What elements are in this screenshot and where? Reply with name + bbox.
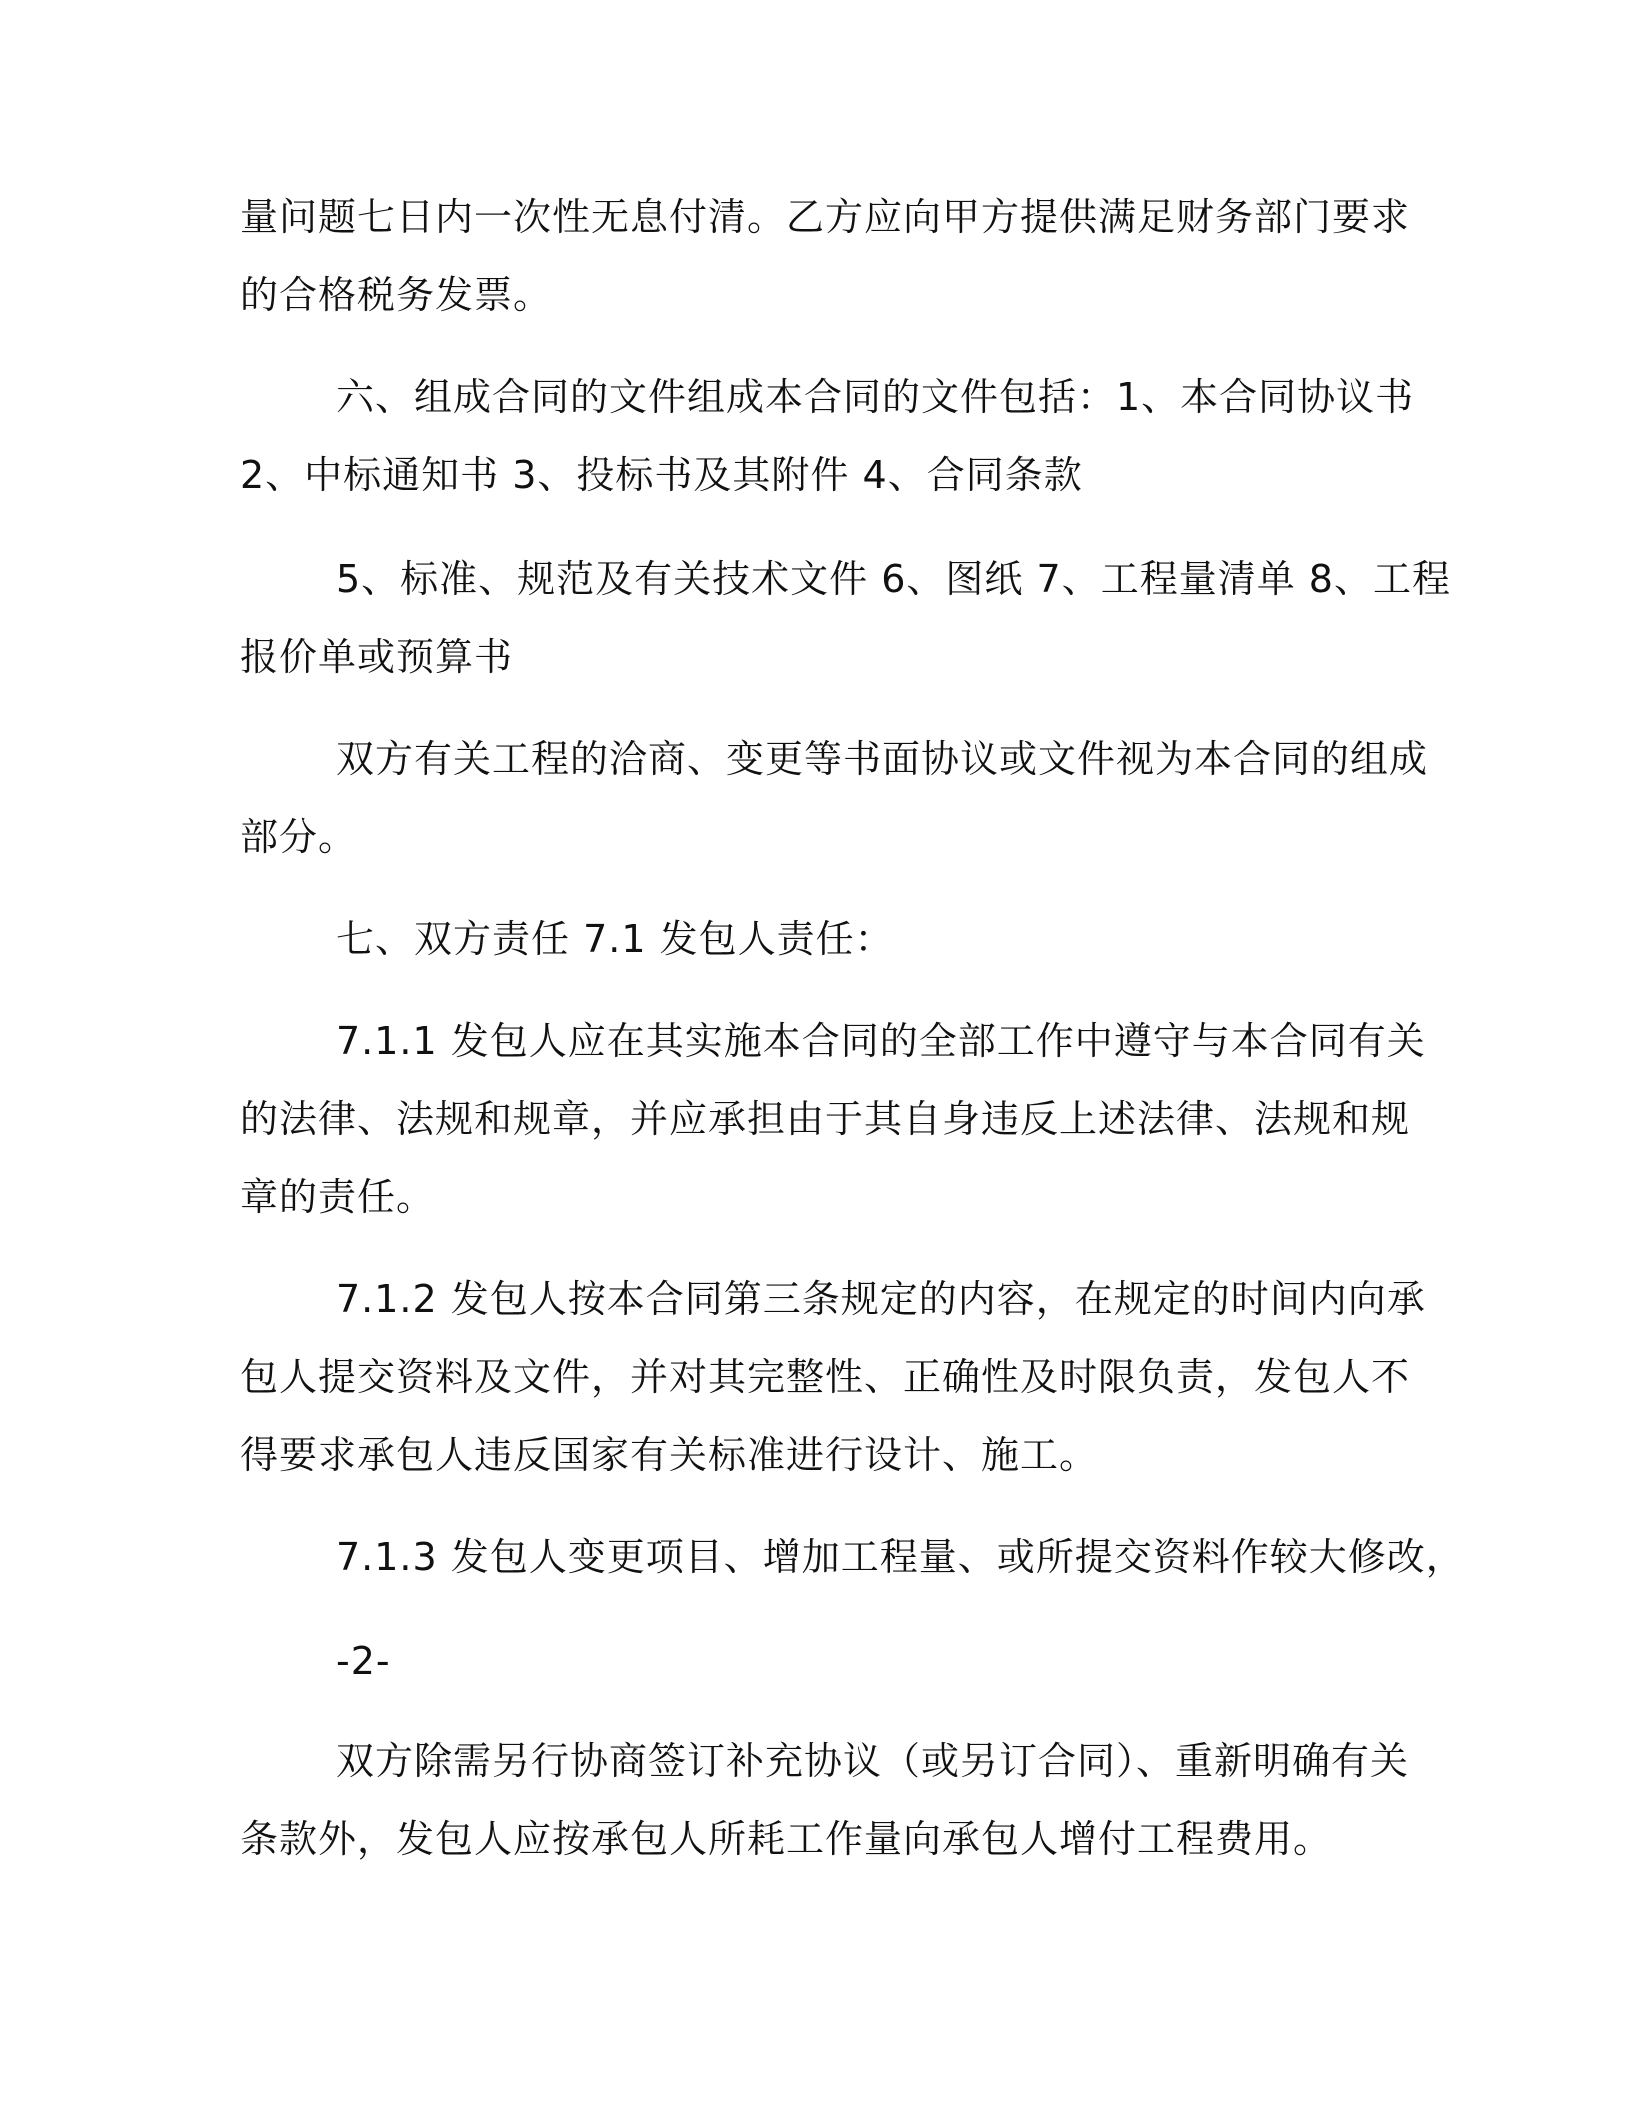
page-number xyxy=(240,1622,1420,1700)
text-line: 量问题七日内一次性无息付清。乙方应向甲方提供满足财务部门要求 xyxy=(240,195,1411,239)
text-line: 的合格税务发票。 xyxy=(240,273,553,317)
paragraph-payment-invoice xyxy=(240,178,1420,334)
text-line: 包人提交资料及文件，并对其完整性、正确性及时限负责，发包人不 xyxy=(240,1355,1411,1399)
paragraph-section-six xyxy=(240,358,1420,514)
text-line: 双方除需另行协商签订补充协议（或另订合同）、重新明确有关 xyxy=(336,1739,1410,1783)
paragraph-7-1-3 xyxy=(240,1518,1465,1596)
paragraph-negotiation xyxy=(240,720,1429,876)
paragraph-7-1-1 xyxy=(240,1002,1426,1236)
paragraph-section-seven xyxy=(240,900,1420,978)
text-line: 报价单或预算书 xyxy=(240,635,514,679)
text-line: 部分。 xyxy=(240,815,358,859)
text-line: 5、标准、规范及有关技术文件 6、图纸 7、工程量清单 8、工程 xyxy=(336,557,1451,601)
text-line: 章的责任。 xyxy=(240,1175,436,1219)
text-line: 双方有关工程的洽商、变更等书面协议或文件视为本合同的组成 xyxy=(336,737,1429,781)
text-line: 得要求承包人违反国家有关标准进行设计、施工。 xyxy=(240,1433,1099,1477)
text-line: 7.1.3 发包人变更项目、增加工程量、或所提交资料作较大修改， xyxy=(336,1535,1465,1579)
text-line: 六、组成合同的文件组成本合同的文件包括：1、本合同协议书 xyxy=(336,375,1415,419)
text-line: 7.1.1 发包人应在其实施本合同的全部工作中遵守与本合同有关 xyxy=(336,1019,1426,1063)
text-line: 7.1.2 发包人按本合同第三条规定的内容，在规定的时间内向承 xyxy=(336,1277,1426,1321)
paragraph-7-1-2 xyxy=(240,1260,1426,1494)
paragraph-supplementary-agreement xyxy=(240,1722,1420,1878)
paragraph-document-list xyxy=(240,540,1451,696)
text-line: 2、中标通知书 3、投标书及其附件 4、合同条款 xyxy=(240,453,1083,497)
page-number-text: -2- xyxy=(336,1639,391,1683)
text-line: 七、双方责任 7.1 发包人责任： xyxy=(336,917,894,961)
text-line: 条款外，发包人应按承包人所耗工作量向承包人增付工程费用。 xyxy=(240,1817,1333,1861)
text-line: 的法律、法规和规章，并应承担由于其自身违反上述法律、法规和规 xyxy=(240,1097,1411,1141)
